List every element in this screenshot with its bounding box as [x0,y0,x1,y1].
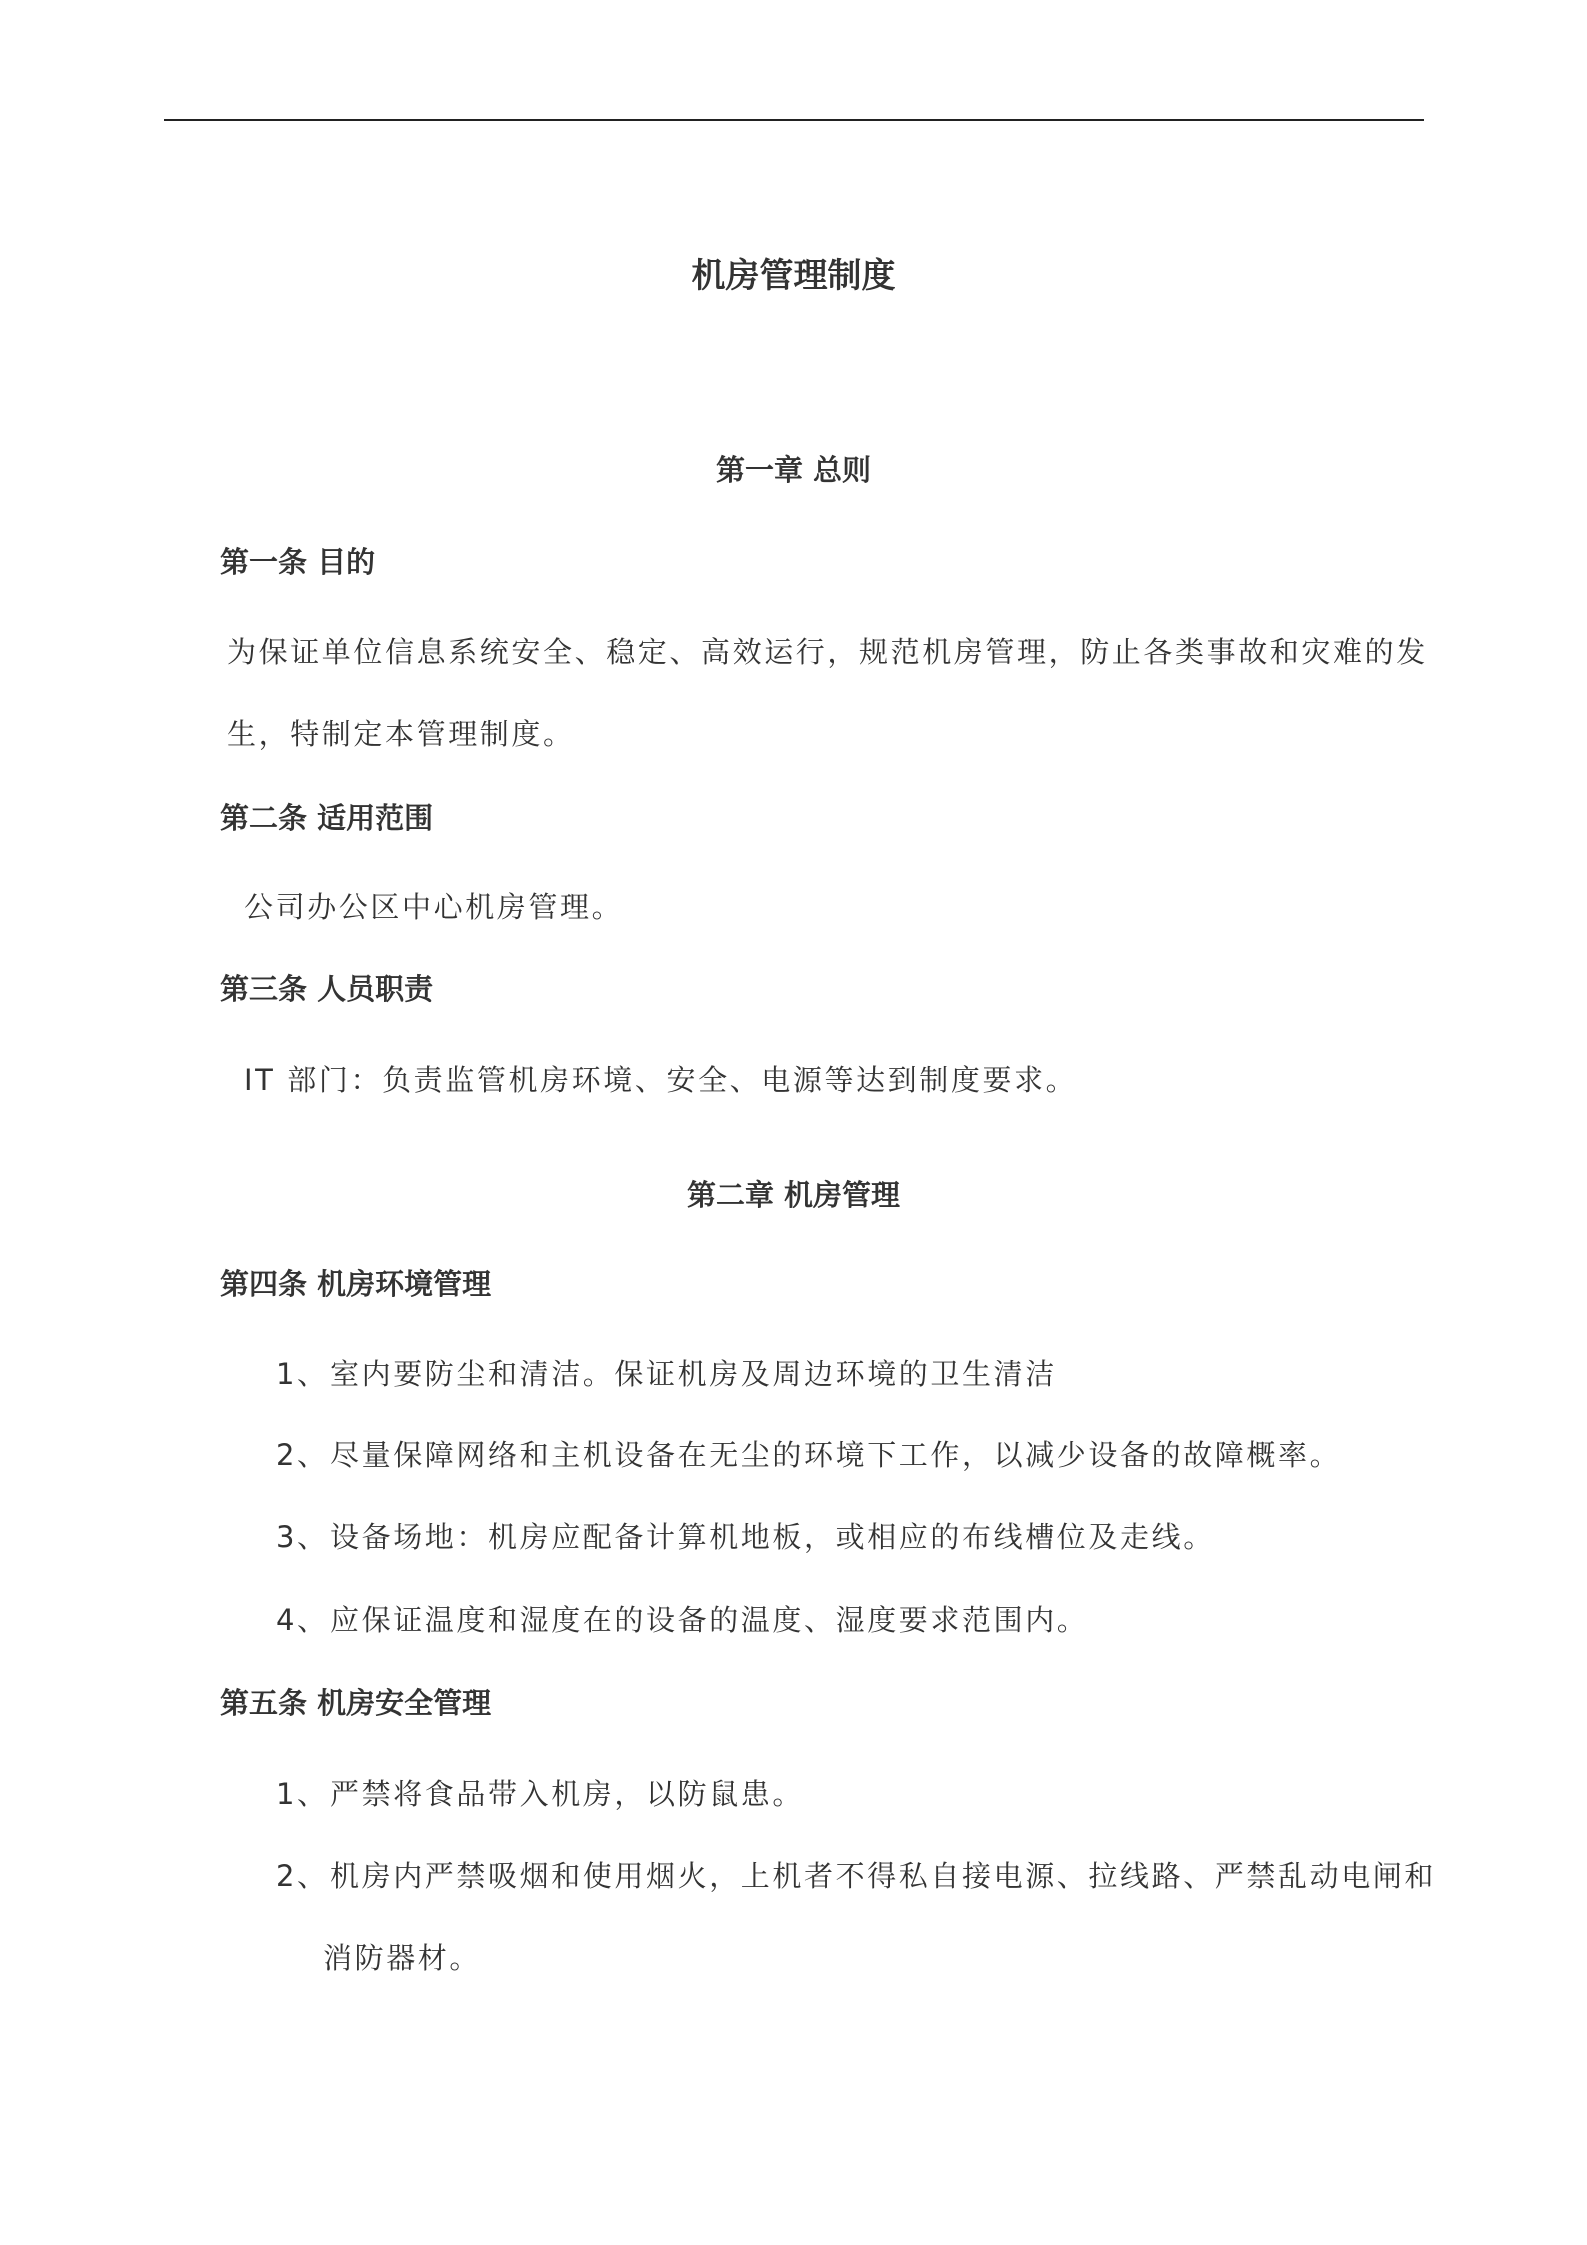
list-item-number: 1、 [276,1357,329,1391]
list-item: 严禁将食品带入机房，以防鼠患。 [330,1777,805,1811]
list-item: 室内要防尘和清洁。保证机房及周边环境的卫生清洁 [330,1357,1057,1391]
list-item: 设备场地：机房应配备计算机地板，或相应的布线槽位及走线。 [330,1520,1215,1554]
list-item: 应保证温度和湿度在的设备的温度、湿度要求范围内。 [330,1603,1089,1637]
header-rule [164,119,1424,121]
chapter-1-heading: 第一章 总则 [715,453,872,487]
chapter-2-heading: 第二章 机房管理 [686,1178,901,1212]
article-1-line-1: 为保证单位信息系统安全、稳定、高效运行，规范机房管理，防止各类事故和灾难的发 [227,635,1428,669]
list-item-number: 4、 [276,1603,329,1637]
list-item-number: 3、 [276,1520,329,1554]
article-5-heading: 第五条 机房安全管理 [220,1686,492,1720]
document-title: 机房管理制度 [691,256,896,296]
article-3-heading: 第三条 人员职责 [220,972,434,1006]
list-item-number: 2、 [276,1859,329,1893]
list-item-number: 1、 [276,1777,329,1811]
list-item: 机房内严禁吸烟和使用烟火，上机者不得私自接电源、拉线路、严禁乱动电闸和 [330,1859,1437,1893]
article-1-heading: 第一条 目的 [220,545,376,579]
article-3-text: IT 部门：负责监管机房环境、安全、电源等达到制度要求。 [244,1063,1078,1097]
list-item: 尽量保障网络和主机设备在无尘的环境下工作，以减少设备的故障概率。 [330,1438,1342,1472]
article-2-heading: 第二条 适用范围 [220,801,434,835]
list-item-continuation: 消防器材。 [323,1941,482,1975]
list-item-number: 2、 [276,1438,329,1472]
article-4-heading: 第四条 机房环境管理 [220,1267,492,1301]
article-2-text: 公司办公区中心机房管理。 [244,890,624,924]
article-1-line-2: 生，特制定本管理制度。 [227,717,575,751]
